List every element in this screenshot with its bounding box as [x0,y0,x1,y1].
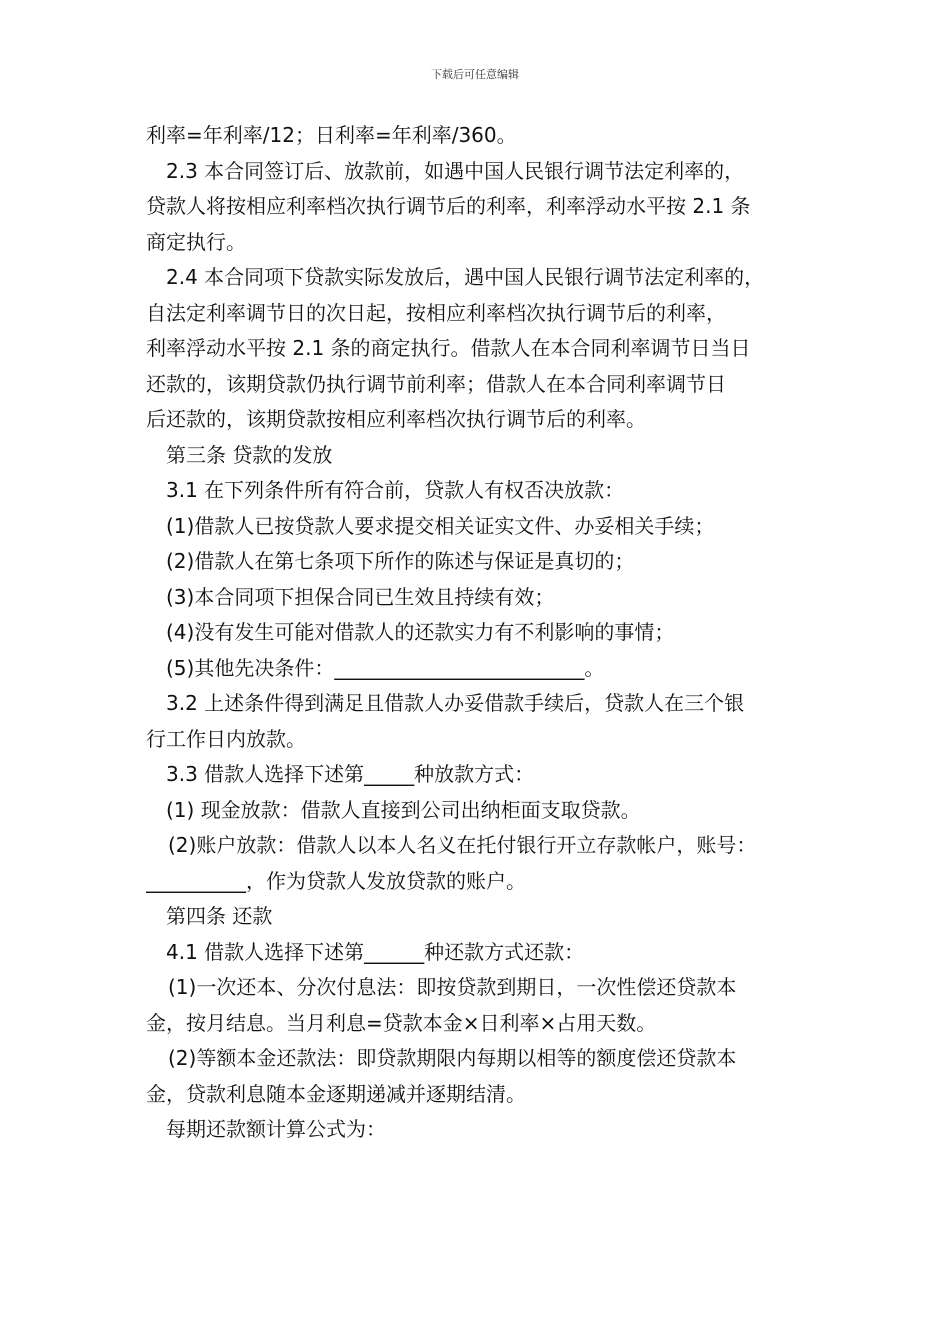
text-line: (1) 现金放款：借款人直接到公司出纳柜面支取贷款。 [166,797,641,822]
text-line: 3.1 在下列条件所有符合前，贷款人有权否决放款： [166,478,625,502]
text-line: (1)一次还本、分次付息法：即按贷款到期日，一次性偿还贷款本 [168,975,737,999]
text-line: (2)借款人在第七条项下所作的陈述与保证是真切的； [166,549,635,573]
text-line: 利率=年利率/12；日利率=年利率/360。 [146,123,517,147]
text-line: 金，贷款利息随本金逐期递减并逐期结清。 [146,1081,526,1106]
text-line: 2.3 本合同签订后、放款前，如遇中国人民银行调节法定利率的， [166,158,745,183]
text-line: (2)账户放款：借款人以本人名义在托付银行开立存款帐户，账号： [168,833,757,857]
text-line: 后还款的，该期贷款按相应利率档次执行调节后的利率。 [146,407,646,431]
text-line: (5)其他先决条件：_________________________。 [166,655,605,680]
text-line: __________，作为贷款人发放贷款的账户。 [146,868,526,893]
document-body [146,118,822,1148]
text-line: (3)本合同项下担保合同已生效且持续有效； [166,584,555,609]
text-line: 2.4 本合同项下贷款实际发放后，遇中国人民银行调节法定利率的， [166,265,765,289]
text-line: 4.1 借款人选择下述第______种还款方式还款： [166,939,585,964]
text-line: 3.3 借款人选择下述第_____种放款方式： [166,762,535,786]
text-line: 每期还款额计算公式为： [166,1117,386,1141]
text-line: 利率浮动水平按 2.1 条的商定执行。借款人在本合同利率调节日当日 [146,336,751,360]
text-line: 3.2 上述条件得到满足且借款人办妥借款手续后，贷款人在三个银 [166,691,745,715]
text-line: 第三条 贷款的发放 [166,442,333,467]
text-line: 金，按月结息。当月利息=贷款本金×日利率×占用天数。 [146,1010,657,1035]
text-line: 贷款人将按相应利率档次执行调节后的利率，利率浮动水平按 2.1 条 [146,194,751,218]
text-line: 自法定利率调节日的次日起，按相应利率档次执行调节后的利率， [146,300,726,325]
text-line: 商定执行。 [146,229,246,254]
text-line: 第四条 还款 [166,904,273,928]
text-line: (2)等额本金还款法：即贷款期限内每期以相等的额度偿还贷款本 [168,1046,737,1070]
text-line: (1)借款人已按贷款人要求提交相关证实文件、办妥相关手续； [166,513,715,538]
text-line: 还款的，该期贷款仍执行调节前利率；借款人在本合同利率调节日 [146,371,726,396]
text-line: (4)没有发生可能对借款人的还款实力有不利影响的事情； [166,620,675,644]
text-line: 行工作日内放款。 [146,726,306,751]
page-header: 下载后可任意编辑 [431,68,519,81]
